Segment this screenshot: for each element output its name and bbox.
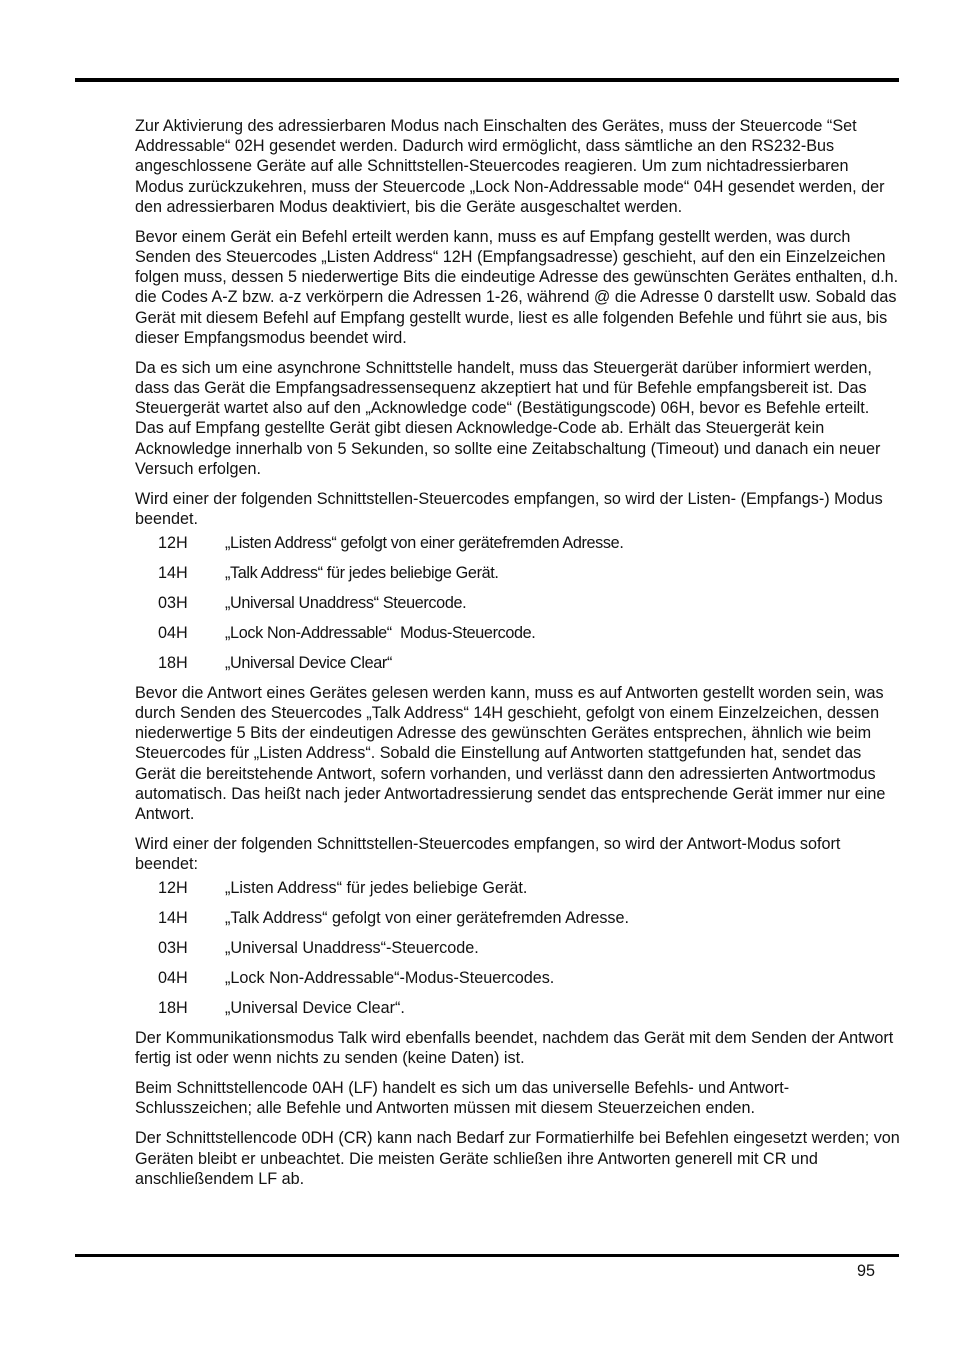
- list-item: [135, 623, 900, 653]
- page-number: 95: [856, 1262, 875, 1280]
- control-code: 03H: [158, 939, 188, 958]
- page-body: [135, 116, 900, 1199]
- control-code: 12H: [158, 879, 188, 898]
- paragraph: Bevor die Antwort eines Gerätes gelesen werden kann, muss es auf Antworten gestellt worden sein, was durch Senden des Steuercodes „Talk Address“ 14H geschieht, gefolgt von einem Einzelzeichen, dessen niederwertige 5 Bits der eindeutigen Adresse des gewünschten Gerätes entsprechen, ähnlich wie beim Steuercodes für „Listen Address“. Sobald die Einstellung auf Antworten stattgefunden hat, sendet das Gerät die bereitstehende Antwort, sofern vorhanden, und verlässt dann den adressierten Antwortmodus automatisch. Das heißt nach jeder Antwortadressierung sendet das entsprechende Gerät immer nur eine Antwort.: [135, 683, 886, 824]
- control-code: 04H: [158, 623, 188, 642]
- paragraph: Beim Schnittstellencode 0AH (LF) handelt es sich um das universelle Befehls- und Antwort-Schlusszeichen; alle Befehle und Antworten müssen mit diesem Steuerzeichen enden.: [135, 1079, 790, 1118]
- listen-mode-end-codes-list: [135, 533, 900, 683]
- control-code-description: „Universal Unaddress“ Steuercode.: [225, 594, 467, 613]
- list-item: [135, 878, 900, 908]
- list-item: [135, 533, 900, 563]
- control-code: 18H: [158, 653, 188, 672]
- footer-rule: [75, 1254, 899, 1257]
- list-item: [135, 938, 900, 968]
- control-code: 18H: [158, 999, 188, 1017]
- list-item: [135, 563, 900, 593]
- control-code-description: „Lock Non-Addressable“ Modus-Steuercode.: [225, 623, 536, 642]
- list-item: [135, 908, 900, 938]
- paragraph: Wird einer der folgenden Schnittstellen-Steuercodes empfangen, so wird der Antwort-Modus sofort beendet:: [135, 835, 841, 874]
- paragraph: Zur Aktivierung des adressierbaren Modus nach Einschalten des Gerätes, muss der Steuercode “Set Addressable“ 02H gesendet werden. Dadurch wird ermöglicht, dass sämtliche an den RS232-Bus angeschlossene Geräte auf alle Schnittstellen-Steuercodes reagieren. Um zum nichtadressierbaren Modus zurückzukehren, muss der Steuercode „Lock Non-Addressable mode“ 04H gesendet werden, der den adressierbaren Modus deaktiviert, bis die Geräte ausgeschaltet werden.: [135, 117, 885, 216]
- control-code-description: „Lock Non-Addressable“-Modus-Steuercodes.: [225, 969, 555, 988]
- list-item: [135, 998, 900, 1028]
- control-code-description: „Universal Device Clear“: [225, 653, 393, 672]
- paragraph: Wird einer der folgenden Schnittstellen-Steuercodes empfangen, so wird der Listen- (Empfangs-) Modus beendet.: [135, 489, 883, 529]
- paragraph: Bevor einem Gerät ein Befehl erteilt werden kann, muss es auf Empfang gestellt werden, was durch Senden des Steuercodes „Listen Address“ 12H (Empfangsadresse) geschieht, auf den ein Einzelzeichen folgen muss, dessen 5 niederwertige Bits die eindeutige Adresse des gewünschten Gerätes enthalten, d.h. die Codes A-Z bzw. a-z verkörpern die Adressen 1-26, während @ die Adresse 0 darstellt usw. Sobald das Gerät mit diesem Befehl auf Empfang gestellt wurde, liest es alle folgenden Befehle und führt sie aus, bis dieser Empfangsmodus beendet wird.: [135, 227, 899, 347]
- control-code-description: „Listen Address“ für jedes beliebige Gerät.: [225, 879, 528, 898]
- control-code-description: „Universal Unaddress“-Steuercode.: [225, 939, 479, 958]
- control-code-description: „Talk Address“ gefolgt von einer gerätefremden Adresse.: [225, 909, 630, 928]
- list-item: [135, 968, 900, 998]
- control-code: 04H: [158, 969, 188, 988]
- control-code: 03H: [158, 594, 188, 613]
- list-item: [135, 653, 900, 683]
- talk-mode-end-codes-list: [135, 878, 900, 1028]
- paragraph: Der Kommunikationsmodus Talk wird ebenfalls beendet, nachdem das Gerät mit dem Senden der Antwort fertig ist oder wenn nichts zu senden (keine Daten) ist.: [135, 1029, 894, 1068]
- control-code: 14H: [158, 909, 188, 928]
- control-code-description: „Universal Device Clear“.: [225, 999, 405, 1017]
- control-code-description: „Listen Address“ gefolgt von einer gerätefremden Adresse.: [225, 534, 624, 553]
- control-code-description: „Talk Address“ für jedes beliebige Gerät.: [225, 564, 499, 583]
- list-item: [135, 593, 900, 623]
- control-code: 14H: [158, 564, 188, 583]
- header-rule: [75, 78, 899, 82]
- paragraph: Der Schnittstellencode 0DH (CR) kann nach Bedarf zur Formatierhilfe bei Befehlen eingesetzt werden; von Geräten bleibt er unbeachtet. Die meisten Geräte schließen ihre Antworten generell mit CR und anschließendem LF ab.: [135, 1129, 900, 1188]
- paragraph: Da es sich um eine asynchrone Schnittstelle handelt, muss das Steuergerät darüber informiert werden, dass das Gerät die Empfangsadressensequenz akzeptiert hat und für Befehle empfangsbereit ist. Das Steuergerät wartet also auf den „Acknowledge code“ (Bestätigungscode) 06H, bevor es Befehle erteilt. Das auf Empfang gestellte Gerät gibt diesen Acknowledge-Code ab. Erhält das Steuergerät kein Acknowledge innerhalb von 5 Sekunden, so sollte eine Zeitabschaltung (Timeout) und danach ein neuer Versuch erfolgen.: [135, 358, 881, 478]
- control-code: 12H: [158, 534, 188, 553]
